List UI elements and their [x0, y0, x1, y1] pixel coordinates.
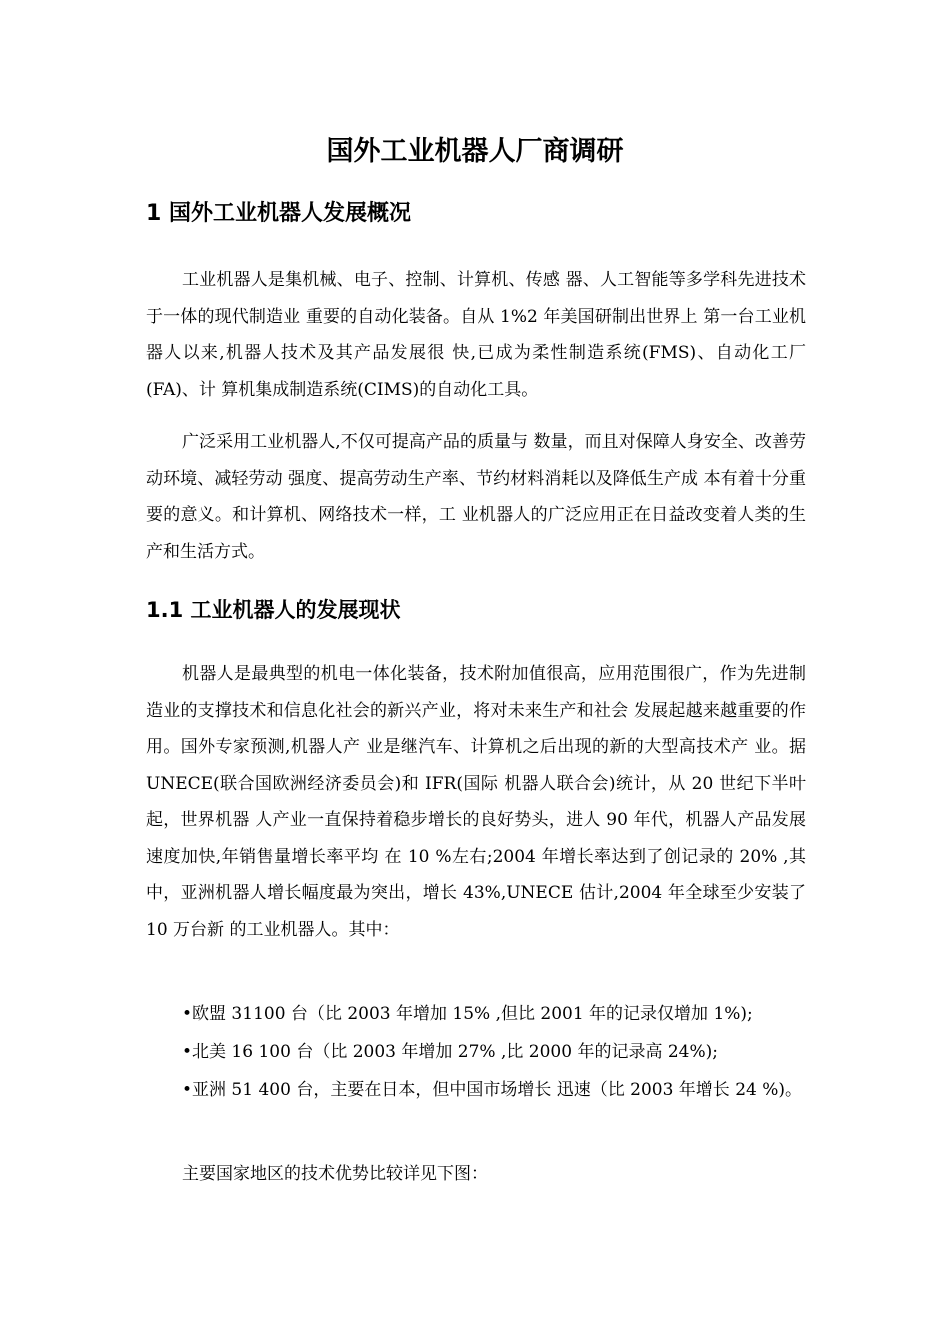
paragraph-comparison-intro: 主要国家地区的技术优势比较详见下图：	[182, 1164, 488, 1184]
paragraph-robot-benefits: 广泛采用工业机器人,不仅可提高产品的质量与 数量，而且对保障人身安全、改善劳动环境、减轻劳动 强度、提高劳动生产率、节约材料消耗以及降低生产成 本有着十分重要的意义。和计算机、网络技术一样，工 业机器人的广泛应用正在日益改变着人类的生产和生活方式。	[146, 432, 806, 562]
bullet-item-asia: •亚洲 51 400 台，主要在日本，但中国市场增长 迅速（比 2003 年增长 24 %)。	[182, 1080, 803, 1100]
paragraph-industry-status: 机器人是最典型的机电一体化装备，技术附加值很高，应用范围很广，作为先进制造业的支撑技术和信息化社会的新兴产业，将对未来生产和社会 发展起越来越重要的作用。国外专家预测,机器人产 业是继汽车、计算机之后出现的新的大型高技术产 业。据 UNECE(联合国欧洲经济委员会)和 IFR(国际 机器人联合会)统计，从 20 世纪下半叶起，世界机器 人产业一直保持着稳步增长的良好势头，进人 90 年代，机器人产品发展速度加快,年销售量增长率平均 在 10 %左右;2004 年增长率达到了创记录的 20% ,其 中，亚洲机器人增长幅度最为突出，增长 43%,UNECE 估计,2004 年全球至少安装了 10 万台新 的工业机器人。其中：	[146, 664, 806, 940]
document-title: 国外工业机器人厂商调研	[326, 136, 624, 167]
subsection-heading-current-status: 1.1 工业机器人的发展现状	[146, 598, 401, 622]
bullet-item-eu: •欧盟 31100 台（比 2003 年增加 15% ,但比 2001 年的记录仅增加 1%);	[182, 1004, 753, 1024]
section-heading-overview: 1 国外工业机器人发展概况	[146, 201, 411, 226]
paragraph-robot-definition: 工业机器人是集机械、电子、控制、计算机、传感 器、人工智能等多学科先进技术于一体的现代制造业 重要的自动化装备。自从 1%2 年美国研制出世界上 第一台工业机器人以来,机器人技术及其产品发展很 快,已成为柔性制造系统(FMS)、自动化工厂(FA)、计 算机集成制造系统(CIMS)的自动化工具。	[146, 270, 806, 400]
bullet-item-north-america: •北美 16 100 台（比 2003 年增加 27% ,比 2000 年的记录高 24%);	[182, 1042, 719, 1062]
